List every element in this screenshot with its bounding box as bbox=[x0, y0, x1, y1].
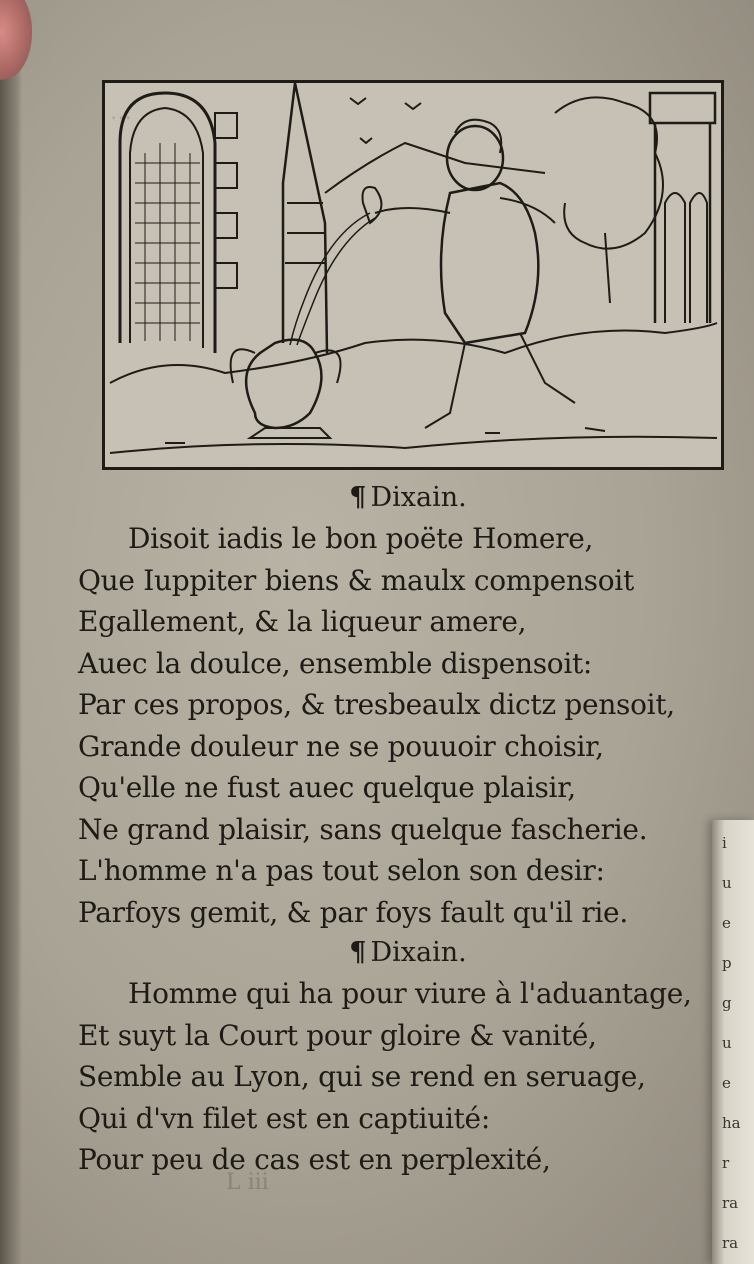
poem-heading-2: ¶ Dixain. bbox=[349, 937, 467, 968]
bleed-through-text: … bbox=[110, 100, 132, 125]
book-gutter bbox=[0, 0, 22, 1264]
signature-mark: L iii bbox=[226, 1170, 269, 1195]
pilcrow-icon: ¶ bbox=[349, 482, 367, 513]
woodcut-svg bbox=[105, 83, 721, 467]
poem-line: Parfoys gemit, & par foys fault qu'il rie. bbox=[78, 895, 628, 929]
thumb-decoration bbox=[0, 0, 32, 80]
poem-line: Ne grand plaisir, sans quelque fascherie. bbox=[78, 812, 648, 846]
woodcut-illustration bbox=[102, 80, 724, 470]
poem-line: Que Iuppiter biens & maulx compensoit bbox=[78, 563, 634, 597]
poem-line: Grande douleur ne se pouuoir choisir, bbox=[78, 729, 604, 763]
poem-line: Par ces propos, & tresbeaulx dictz pensoit, bbox=[78, 688, 675, 721]
poem-line: Homme qui ha pour viure à l'aduantage, bbox=[128, 977, 692, 1010]
poem-line: L'homme n'a pas tout selon son desir: bbox=[78, 854, 605, 887]
poem-text bbox=[78, 478, 718, 1181]
poem-line: Qui d'vn filet est en captiuité: bbox=[78, 1101, 490, 1135]
poem-line: Qu'elle ne fust auec quelque plaisir, bbox=[78, 771, 576, 804]
next-page-edge: i u e p g u e ha r ra ra bbox=[712, 820, 754, 1264]
poem-line: Pour peu de cas est en perplexité, bbox=[78, 1143, 551, 1176]
poem-line: Egallement, & la liqueur amere, bbox=[78, 605, 527, 638]
poem-heading-1: ¶ Dixain. bbox=[349, 482, 467, 513]
poem-line: Auec la doulce, ensemble dispensoit: bbox=[78, 646, 593, 680]
poem-line: Disoit iadis le bon poëte Homere, bbox=[128, 522, 594, 555]
poem-line: Et suyt la Court pour gloire & vanité, bbox=[78, 1018, 597, 1052]
pilcrow-icon: ¶ bbox=[349, 937, 367, 968]
poem-line: Semble au Lyon, qui se rend en seruage, bbox=[78, 1060, 646, 1093]
